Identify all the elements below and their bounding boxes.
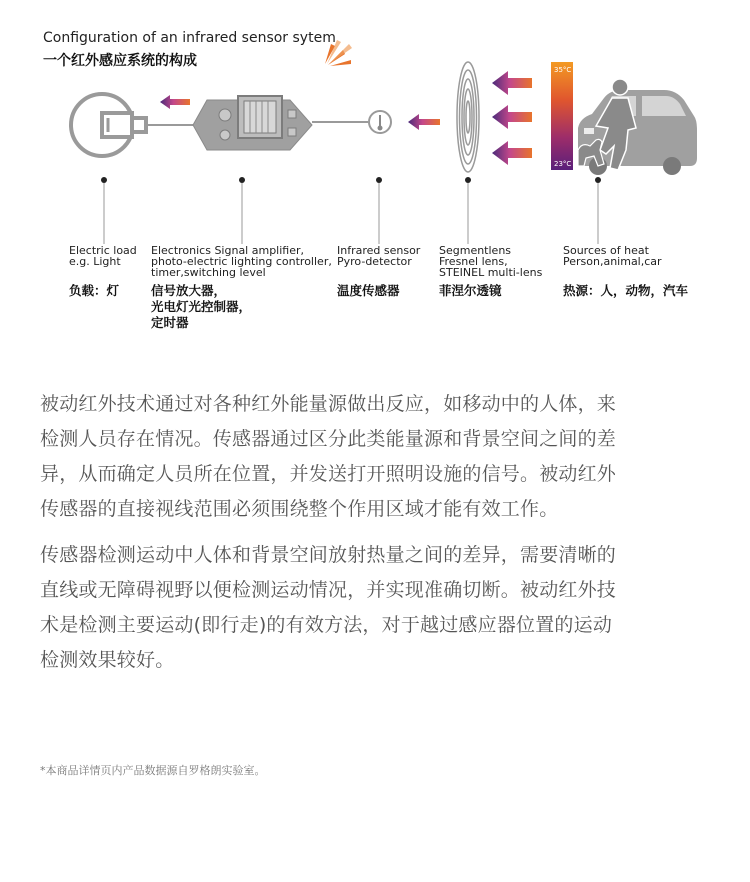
diagram-title-en: Configuration of an infrared sensor sytem <box>43 30 336 46</box>
heat-arrow-top <box>492 71 532 95</box>
infrared-sensor-icon <box>369 111 391 133</box>
label-zh-line: 定时器 <box>151 315 189 330</box>
paragraph-line: 传感器检测运动中人体和背景空间放射热量之间的差异，需要清晰的 <box>40 544 617 566</box>
car-person-animal-icon <box>578 79 697 175</box>
label-en-line: photo-electric lighting controller, <box>151 255 332 268</box>
fresnel-lens-icon <box>457 62 479 172</box>
heat-arrow-bottom <box>492 141 532 165</box>
leader-lines <box>104 180 598 244</box>
label-en-line: Electronics Signal amplifier, <box>151 244 305 257</box>
label-zh-line: 温度传感器 <box>337 283 400 298</box>
paragraph-line: 直线或无障碍视野以便检测运动情况，并实现准确切断。被动红外技 <box>40 579 617 601</box>
paragraph-line: 被动红外技术通过对各种红外能量源做出反应，如移动中的人体，来 <box>40 393 617 415</box>
label-en-line: STEINEL multi-lens <box>439 266 543 279</box>
paragraph-line: 术是检测主要运动(即行走)的有效方法，对于越过感应器位置的运动 <box>40 614 613 636</box>
label-zh-line: 信号放大器， <box>151 283 227 298</box>
signal-arrow-to-load <box>160 95 190 109</box>
label-en-line: Pyro-detector <box>337 255 412 268</box>
label-zh-line: 菲涅尔透镜 <box>439 283 502 298</box>
label-en-line: Person,animal,car <box>563 255 662 268</box>
heat-arrow-middle <box>492 105 532 129</box>
description-paragraph-2 <box>40 538 712 678</box>
thermo-bottom-label: 23°C <box>554 160 572 168</box>
footnote: *本商品详情页内产品数据源自罗格朗实验室。 <box>40 764 266 777</box>
paragraph-line: 异，从而确定人员所在位置，并发送打开照明设施的信号。被动红外 <box>40 463 617 485</box>
label-zh-line: 热源：人，动物，汽车 <box>563 283 689 298</box>
signal-arrow-to-sensor <box>408 114 440 130</box>
label-zh-line: 光电灯光控制器， <box>151 299 252 314</box>
thermal-scale-bar <box>551 62 573 170</box>
label-en-line: Sources of heat <box>563 244 649 257</box>
label-en-line: e.g. Light <box>69 255 121 268</box>
leader-dots <box>101 177 601 183</box>
diagram-title-zh: 一个红外感应系统的构成 <box>43 53 197 69</box>
label-en-line: Fresnel lens, <box>439 255 508 268</box>
controller-module-icon <box>193 96 368 150</box>
label-en-line: Infrared sensor <box>337 244 421 257</box>
heat-arrows <box>492 71 532 165</box>
label-en-line: timer,switching level <box>151 266 266 279</box>
description-paragraph-1 <box>40 387 712 527</box>
label-zh-line: 负载：灯 <box>69 283 120 298</box>
label-en-line: Electric load <box>69 244 137 257</box>
paragraph-line: 传感器的直接视线范围必须围绕整个作用区域才能有效工作。 <box>40 498 559 520</box>
paragraph-line: 检测效果较好。 <box>40 649 175 671</box>
paragraph-line: 检测人员存在情况。传感器通过区分此类能量源和背景空间之间的差 <box>40 428 617 450</box>
label-en-line: Segmentlens <box>439 244 512 257</box>
thermo-top-label: 35°C <box>554 66 572 74</box>
